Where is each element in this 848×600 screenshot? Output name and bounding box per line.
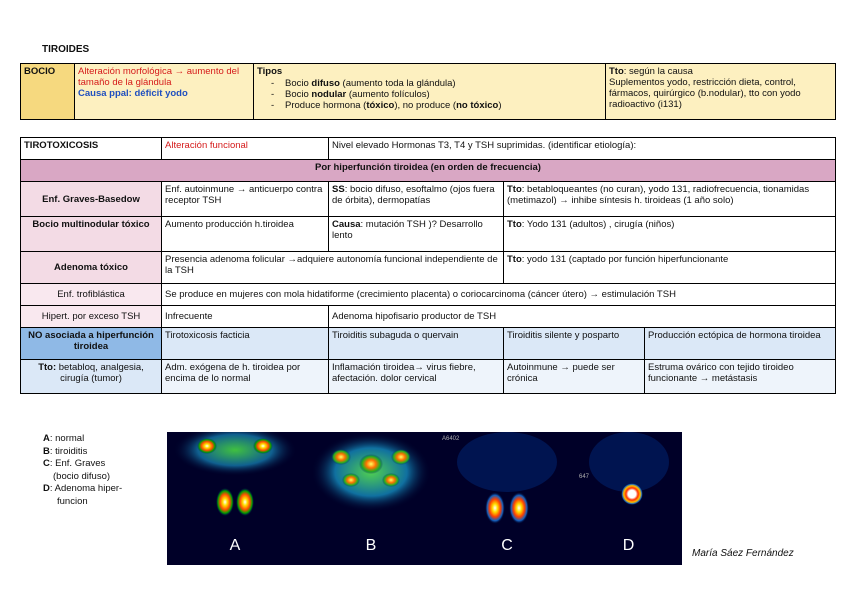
bmt-causa: Causa: mutación TSH )? Desarrollo lento — [329, 217, 504, 252]
graves-ss: SS: bocio difuso, esoftalmo (ojos fuera de órbita), dermopatías — [329, 182, 504, 217]
scan-d-label: D — [622, 537, 635, 554]
bocio-tipos — [254, 64, 606, 120]
scan-c-graves — [439, 432, 575, 565]
ectopica-desc: Estruma ovárico con tejido tiroideo funcionante → metástasis — [645, 360, 836, 394]
bocio-tipos-title: Tipos — [257, 66, 283, 77]
scan-d-adenoma — [575, 432, 682, 565]
bmt-produccion: Aumento producción h.tiroidea — [162, 217, 329, 252]
scan-c-tag: A6402 — [442, 436, 460, 442]
silente-desc: Autoinmune → puede ser crónica — [504, 360, 645, 394]
hipert-frecuencia: Infrecuente — [162, 306, 329, 328]
tirotoxicosis-table — [20, 137, 836, 394]
subaguda: Tiroiditis subaguda o quervain — [329, 328, 504, 360]
bocio-header: BOCIO — [21, 64, 75, 120]
tipo-nodular: - Bocio nodular (aumento folículos) — [285, 89, 602, 100]
page-title: TIROIDES — [42, 44, 90, 55]
tiro-nivel: Nivel elevado Hormonas T3, T4 y TSH suprimidas. (identificar etiología): — [329, 138, 836, 160]
scan-d-tag: 647 — [579, 474, 590, 480]
scan-a-normal — [167, 432, 303, 565]
bmt-tto: Tto: Yodo 131 (adultos) , cirugía (niños) — [504, 217, 836, 252]
row-no-asociada: NO asociada a hiperfunción tiroidea — [21, 328, 162, 360]
bocio-tto: Tto: según la causa Suplementos yodo, restricción dieta, control, fármacos, quirúrgico (b.nodular), tto con yodo radioactivo (i131) — [606, 64, 836, 120]
graves-causa: Enf. autoinmune → anticuerpo contra receptor TSH — [162, 182, 329, 217]
legend-c: C: Enf. Graves — [43, 458, 106, 469]
author-signature: María Sáez Fernández — [692, 548, 794, 559]
legend-d: D: Adenoma hiper- — [43, 483, 123, 494]
graves-tto: Tto: betabloqueantes (no curan), yodo 131, radiofrecuencia, tionamidas (metimazol) → inhibe síntesis h. tiroideas (1 año solo) — [504, 182, 836, 217]
row-tto-no-asociada: Tto: betabloq, analgesia, cirugía (tumor) — [21, 360, 162, 394]
scan-b-label: B — [365, 537, 377, 554]
trofoblastica-desc: Se produce en mujeres con mola hidatiforme (crecimiento placenta) o coriocarcinoma (cáncer útero) → estimulación TSH — [162, 284, 836, 306]
bocio-definicion — [75, 64, 254, 120]
ectopica: Producción ectópica de hormona tiroidea — [645, 328, 836, 360]
adenoma-presencia: Presencia adenoma folicular →adquiere autonomía funcional independiente de la TSH — [162, 252, 504, 284]
legend-b: B: tiroiditis — [43, 445, 88, 457]
silente: Tiroiditis silente y posparto — [504, 328, 645, 360]
scan-b-tiroiditis — [303, 432, 439, 565]
bocio-table — [20, 63, 836, 120]
hiperfuncion-band: Por hiperfunción tiroidea (en orden de frecuencia) — [21, 160, 836, 182]
tiro-alteracion: Alteración funcional — [162, 138, 329, 160]
row-graves: Enf. Graves-Basedow — [21, 182, 162, 217]
tipo-difuso: - Bocio difuso (aumento toda la glándula) — [285, 78, 602, 89]
scan-c-label: C — [501, 537, 513, 554]
adenoma-tto: Tto: yodo 131 (captado por función hiperfuncionante — [504, 252, 836, 284]
tiro-header: TIROTOXICOSIS — [21, 138, 162, 160]
scan-legend — [43, 433, 122, 508]
row-bocio-multinodular: Bocio multinodular tóxico — [21, 217, 162, 252]
tipo-toxico: - Produce hormona (tóxico), no produce (no tóxico) — [285, 100, 602, 111]
hipert-adenoma: Adenoma hipofisario productor de TSH — [329, 306, 836, 328]
scan-a-label: A — [229, 537, 241, 554]
subaguda-desc: Inflamación tiroidea→ virus fiebre, afectación. dolor cervical — [329, 360, 504, 394]
legend-d-2: funcion — [57, 495, 88, 507]
legend-c-2: (bocio difuso) — [53, 470, 111, 482]
legend-a: A: normal — [43, 433, 85, 444]
facticia: Tirotoxicosis facticia — [162, 328, 329, 360]
row-adenoma-toxico: Adenoma tóxico — [21, 252, 162, 284]
row-hipert-tsh: Hipert. por exceso TSH — [21, 306, 162, 328]
bocio-def-red: Alteración morfológica → aumento del tamaño de la glándula — [78, 66, 240, 88]
facticia-desc: Adm. exógena de h. tiroidea por encima de lo normal — [162, 360, 329, 394]
row-trofoblastica: Enf. trofiblástica — [21, 284, 162, 306]
bocio-causa: Causa ppal: déficit yodo — [78, 88, 188, 99]
